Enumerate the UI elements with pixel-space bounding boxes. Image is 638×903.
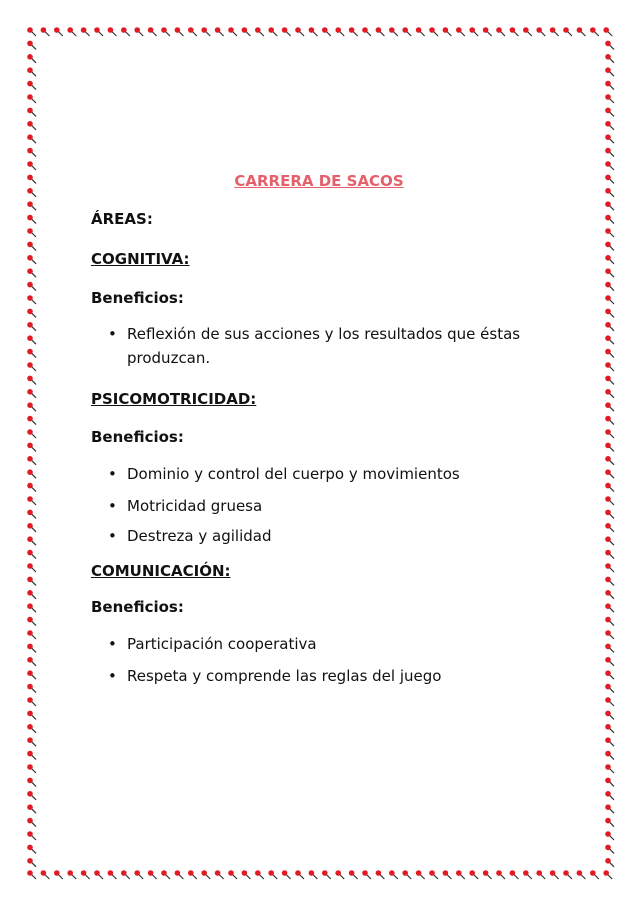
list-item-text: Respeta y comprende las reglas del juego — [127, 667, 442, 685]
document-title: CARRERA DE SACOS — [234, 172, 404, 190]
list-item-text: Dominio y control del cuerpo y movimientos — [127, 465, 460, 483]
bullet-icon: • — [108, 635, 117, 653]
areas-heading: ÁREAS: — [91, 210, 153, 228]
bullet-icon: • — [108, 325, 117, 343]
list-item-text: Reflexión de sus acciones y los resultados que éstas produzcan. — [127, 325, 521, 367]
section-sub-cognitiva: Beneficios: — [91, 289, 184, 307]
bullet-icon: • — [108, 465, 117, 483]
section-heading-comunicacion: COMUNICACIÓN: — [91, 562, 231, 580]
section-heading-psicomotricidad: PSICOMOTRICIDAD: — [91, 390, 257, 408]
bullet-icon: • — [108, 527, 117, 545]
section-sub-psicomotricidad: Beneficios: — [91, 428, 184, 446]
bullet-icon: • — [108, 497, 117, 515]
bullet-icon: • — [108, 667, 117, 685]
list-item-text: Motricidad gruesa — [127, 497, 263, 515]
section-heading-cognitiva: COGNITIVA: — [91, 250, 190, 268]
list-item-text: Destreza y agilidad — [127, 527, 272, 545]
list-item-text: Participación cooperativa — [127, 635, 317, 653]
section-sub-comunicacion: Beneficios: — [91, 598, 184, 616]
